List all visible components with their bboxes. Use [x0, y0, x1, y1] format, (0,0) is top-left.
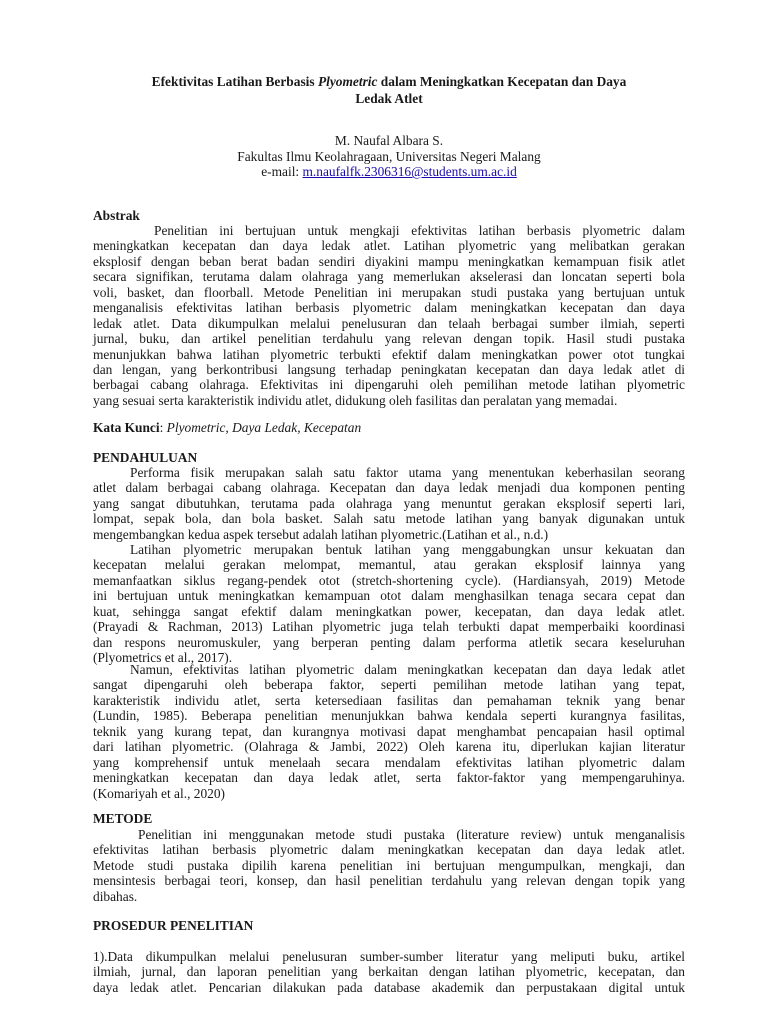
paragraph-line: efektivitas latihan berbasis plyometric dalam meningkatkan kecepatan dan daya ledak atlet.: [93, 842, 685, 858]
prosedur-heading: PROSEDUR PENELITIAN: [93, 918, 254, 933]
title-text-part1: Efektivitas Latihan Berbasis: [151, 74, 318, 89]
abstract-line: menunjukkan bahwa latihan plyometric terbukti efektif dalam meningkatkan power otot tungkai: [93, 346, 685, 362]
pendahuluan-paragraph-2: [93, 542, 685, 666]
pendahuluan-paragraph-3: [93, 662, 685, 801]
abstract-line: berbagai cabang olahraga. Efektivitas ini dipengaruhi oleh pemilihan metode latihan plyometric: [93, 377, 685, 393]
paragraph-line: dibahas.: [93, 888, 138, 904]
paragraph-line: lompat, sepak bola, dan bola basket. Salah satu metode latihan yang banyak digunakan untuk: [93, 511, 685, 527]
paragraph-line: ini bertujuan untuk meningkatkan kemampuan otot dalam menghasilkan tenaga secara cepat dan: [93, 588, 685, 604]
paragraph-line: Performa fisik merupakan salah satu faktor utama yang menentukan keberhasilan seorang: [130, 465, 685, 480]
title-italic-term: Plyometric: [317, 74, 378, 89]
metode-paragraph: [93, 827, 685, 904]
paragraph-line: atlet dalam berbagai cabang olahraga. Kecepatan dan daya ledak menjadi dua komponen penting: [93, 480, 685, 496]
abstract-line: ledak atlet. Data dikumpulkan melalui penelusuran dan telaah berbagai sumber ilmiah, seperti: [93, 315, 685, 331]
title-text-part2: dalam Meningkatkan Kecepatan dan Daya: [377, 74, 627, 89]
title-line-1: [93, 73, 685, 90]
paragraph-line: kuat, sehingga sangat efektif dalam meningkatkan power, kecepatan, dan daya ledak atlet.: [93, 603, 685, 619]
email-label: e-mail:: [261, 164, 303, 180]
paragraph-line: (Komariyah et al., 2020): [93, 785, 226, 801]
abstract-line: yang sesuai serta karakteristik individu atlet, didukung oleh fasilitas dan peralatan yang memadai.: [93, 392, 618, 408]
pendahuluan-heading: PENDAHULUAN: [93, 450, 198, 465]
author-affiliation: Fakultas Ilmu Keolahragaan, Universitas Negeri Malang: [237, 148, 541, 164]
paragraph-line: yang sangat dibutuhkan, terutama pada olahraga yang menuntut gerakan eksplosif seperti lari,: [93, 495, 685, 511]
paragraph-line: memanfaatkan siklus regang-pendek otot (stretch-shortening cycle). (Hardiansyah, 2019) Metode: [93, 572, 685, 588]
paragraph-line: sangat dipengaruhi oleh beberapa faktor, seperti pemilihan metode latihan yang tepat,: [93, 677, 685, 693]
paragraph-line: dari latihan plyometric. (Olahraga & Jambi, 2022) Oleh karena itu, diperlukan kajian literatur: [93, 739, 685, 755]
paragraph-line: Penelitian ini menggunakan metode studi pustaka (literature review) untuk menganalisis: [138, 827, 685, 842]
author-block: [93, 133, 685, 180]
paragraph-line: 1).Data dikumpulkan melalui penelusuran sumber-sumber literatur yang meliputi buku, artikel: [93, 949, 685, 964]
author-email-row: [93, 164, 685, 180]
paragraph-line: yang komprehensif untuk menelaah secara mendalam efektivitas latihan plyometric dalam: [93, 754, 685, 770]
abstract-line: meningkatkan kecepatan dan daya ledak atlet. Latihan plyometric yang melibatkan gerakan: [93, 238, 685, 254]
abstract-line: menganalisis efektivitas latihan berbasis plyometric dalam meningkatkan kecepatan dan daya: [93, 300, 685, 316]
paragraph-line: daya ledak atlet. Pencarian dilakukan pada database akademik dan perpustakaan digital untuk: [93, 979, 685, 995]
paragraph-line: mengembangkan kedua aspek tersebut adalah latihan plyometric.(Latihan et al., n.d.): [93, 526, 549, 542]
paper-title: [93, 73, 685, 107]
abstract-line: eksplosif dengan beban berat badan sendiri diyakini mampu meningkatkan kemampuan fisik atlet: [93, 253, 685, 269]
paragraph-line: (Plyometrics et al., 2017).: [93, 650, 233, 666]
paragraph-line: Metode studi pustaka dipilih karena penelitian ini bertujuan mengumpulkan, mengkaji, dan: [93, 857, 685, 873]
abstract-line: voli, basket, dan floorball. Metode Penelitian ini merupakan studi pustaka yang bertujuan untuk: [93, 284, 685, 300]
keywords-label: Kata Kunci: [93, 420, 160, 435]
keywords-values: Plyometric, Daya Ledak, Kecepatan: [166, 420, 362, 435]
metode-heading: METODE: [93, 811, 153, 826]
paragraph-line: meningkatkan kecepatan dan daya ledak atlet, serta faktor-faktor yang mempengaruhinya.: [93, 770, 685, 786]
paragraph-line: (Lundin, 1985). Beberapa penelitian menunjukkan bahwa kendala seperti kurangnya fasilitas,: [93, 708, 685, 724]
abstract-body: [93, 223, 685, 408]
keywords-separator: :: [159, 420, 167, 435]
paragraph-line: karakteristik individu atlet, serta ketersediaan fasilitas dan pemahaman teknik yang benar: [93, 692, 685, 708]
paragraph-line: ilmiah, jurnal, dan laporan penelitian yang berkaitan dengan latihan plyometric, kecepatan, dan: [93, 964, 685, 980]
paragraph-line: Latihan plyometric merupakan bentuk latihan yang menggabungkan unsur kekuatan dan: [130, 542, 685, 557]
abstract-line: jurnal, buku, dan artikel penelitian terdahulu yang relevan dengan topik. Hasil studi pustaka: [93, 331, 685, 347]
paragraph-line: (Prayadi & Rachman, 2013) Latihan plyometric juga telah terbukti dapat memperbaiki koordinasi: [93, 619, 685, 635]
keywords-row: [93, 420, 361, 436]
paragraph-line: kecepatan melalui gerakan melompat, memantul, atau gerakan eksplosif lainnya yang: [93, 557, 685, 573]
paragraph-line: Namun, efektivitas latihan plyometric dalam meningkatkan kecepatan dan daya ledak atlet: [130, 662, 685, 677]
title-line-2: Ledak Atlet: [355, 91, 423, 106]
pendahuluan-paragraph-1: [93, 465, 685, 542]
abstract-line: Penelitian ini bertujuan untuk mengkaji efektivitas latihan berbasis plyometric dalam: [154, 223, 685, 238]
email-link[interactable]: m.naufalfk.2306316@students.um.ac.id: [302, 164, 517, 180]
abstract-line: dan lengan, yang berkontribusi langsung terhadap peningkatan kecepatan dan daya ledak atlet di: [93, 361, 685, 377]
abstract-line: secara signifikan, terutama dalam olahraga yang memerlukan akselerasi dan loncatan seperti bola: [93, 269, 685, 285]
author-name: M. Naufal Albara S.: [334, 133, 444, 148]
paragraph-line: teknik yang kurang tepat, dan kurangnya motivasi dapat menghambat pencapaian hasil optimal: [93, 723, 685, 739]
paragraph-line: dan respons neuromuskuler, yang berperan penting dalam performa atletik secara keseluruhan: [93, 634, 685, 650]
prosedur-paragraph: [93, 949, 685, 995]
abstract-heading: Abstrak: [93, 208, 140, 223]
paragraph-line: mensintesis berbagai teori, konsep, dan hasil penelitian terdahulu yang relevan dengan topik yang: [93, 873, 685, 889]
